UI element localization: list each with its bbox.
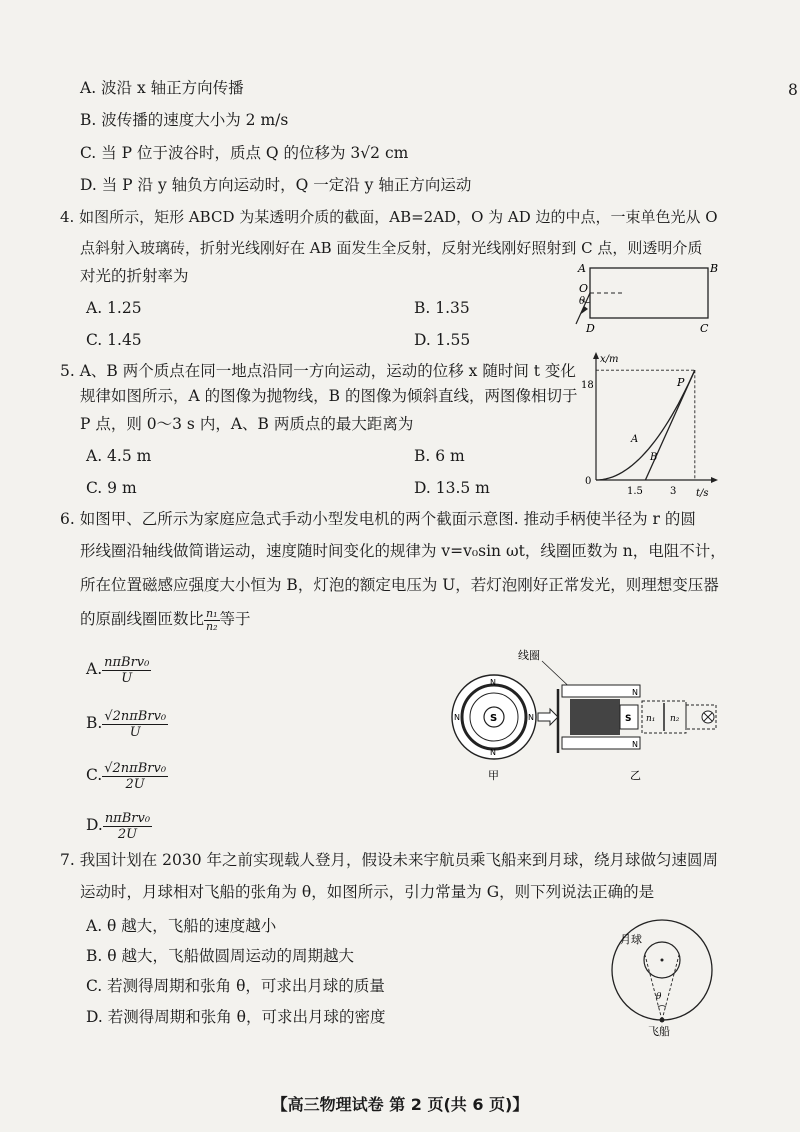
q5-stem-line1: 5. A、B 两个质点在同一地点沿同一方向运动，运动的位移 x 随时间 t 变化 (60, 362, 576, 380)
curve-B-label: B (650, 452, 658, 463)
q4-option-b: B. 1.35 (414, 299, 470, 317)
q5-option-c: C. 9 m (86, 479, 137, 497)
q6-option-b (86, 706, 168, 740)
q6-stem-line2: 形线圈沿轴线做简谐运动，速度随时间变化的规律为 v=v₀sin ωt，线圈匝数为 n，电阻不计， (80, 542, 726, 560)
center-S-label: S (625, 714, 632, 724)
y-axis-label: x/m (600, 354, 619, 365)
tick-y-18: 18 (581, 380, 594, 391)
edge-page-number: 8 (788, 81, 798, 99)
option-a-num: nπBrv₀ (104, 654, 150, 670)
option-c-fraction (102, 761, 168, 792)
x-axis-arrow-icon (711, 477, 718, 483)
point-P-label: P (677, 376, 685, 389)
q4-option-a: A. 1.25 (86, 299, 142, 317)
outer-N-top: N (490, 678, 496, 687)
magnet-top (562, 685, 640, 697)
label-yi: 乙 (630, 769, 641, 782)
ratio-num: n₁ (206, 606, 218, 620)
q7-stem-line1: 7. 我国计划在 2030 年之前实现载人登月，假设未来宇航员乘飞船来到月球，绕月球做匀速圆周 (60, 851, 719, 869)
tick-x-1.5: 1.5 (627, 486, 643, 497)
q7-option-d: D. 若测得周期和张角 θ，可求出月球的密度 (86, 1008, 386, 1026)
q6-option-d (86, 808, 152, 842)
label-D: D (586, 322, 595, 335)
page-footer: 【高三物理试卷 第 2 页(共 6 页)】 (271, 1095, 529, 1114)
option-c-label: C. (86, 766, 103, 784)
yi-N-top: N (632, 688, 638, 697)
angle-arc (658, 1006, 666, 1008)
q5-option-a: A. 4.5 m (86, 447, 152, 465)
option-b-num: √2nπBrv₀ (104, 708, 167, 724)
label-C: C (700, 322, 709, 335)
q6-option-a (86, 652, 151, 686)
label-theta: θ (579, 296, 586, 307)
outer-N-left: N (454, 713, 460, 722)
option-c-num: √2nπBrv₀ (104, 760, 167, 776)
figure-jia (452, 675, 536, 782)
option-a-label: A. (86, 660, 103, 678)
option-d-label: D. (86, 816, 103, 834)
q4-prism-figure (572, 258, 722, 338)
push-arrow-icon (538, 709, 558, 725)
origin-label: 0 (585, 476, 592, 487)
q3-option-c: C. 当 P 位于波谷时，质点 Q 的位移为 3√2 cm (80, 144, 409, 162)
inner-S-label: S (490, 713, 498, 724)
q3-option-b: B. 波传播的速度大小为 2 m/s (80, 111, 289, 129)
q3-option-a: A. 波沿 x 轴正方向传播 (80, 79, 244, 97)
q5-xt-graph (580, 350, 720, 500)
q6-stem-line3: 所在位置磁感应强度大小恒为 B，灯泡的额定电压为 U，若灯泡刚好正常发光，则理想变压器 (80, 576, 719, 594)
x-axis-label: t/s (696, 488, 709, 499)
turns-ratio-fraction (204, 608, 220, 633)
tangent-right (662, 955, 679, 1020)
label-jia: 甲 (488, 769, 499, 782)
option-a-fraction (102, 655, 151, 686)
q5-option-d: D. 13.5 m (414, 479, 490, 497)
option-d-fraction (103, 811, 152, 842)
label-A: A (578, 262, 586, 275)
option-b-label: B. (86, 714, 103, 732)
q5-stem-line3: P 点，则 0～3 s 内，A、B 两质点的最大距离为 (80, 415, 414, 433)
yi-N-bottom: N (632, 740, 638, 749)
q5-option-b: B. 6 m (414, 447, 465, 465)
option-c-den: 2U (125, 776, 145, 792)
tick-x-3: 3 (670, 486, 677, 497)
q4-stem-line3: 对光的折射率为 (80, 267, 189, 285)
tangent-left (645, 955, 662, 1020)
curve-A-label: A (631, 434, 639, 445)
q7-option-b: B. θ 越大，飞船做圆周运动的周期越大 (86, 947, 355, 965)
q6-stem-line4 (80, 604, 251, 634)
q4-option-c: C. 1.45 (86, 331, 142, 349)
y-axis-arrow-icon (593, 352, 599, 359)
n2-label: n₂ (670, 714, 680, 724)
option-b-den: U (129, 724, 141, 740)
series-B-line (645, 370, 694, 480)
q6-generator-figure (450, 645, 730, 785)
magnet-bottom (562, 737, 640, 749)
q7-option-a: A. θ 越大，飞船的速度越小 (86, 917, 277, 935)
q6-line4-post: 等于 (219, 610, 251, 628)
q7-stem-line2: 运动时，月球相对飞船的张角为 θ，如图所示，引力常量为 G，则下列说法正确的是 (80, 883, 655, 901)
q7-option-c: C. 若测得周期和张角 θ，可求出月球的质量 (86, 977, 385, 995)
outer-N-bottom: N (490, 748, 496, 757)
theta-label: θ (656, 992, 662, 1002)
n1-label: n₁ (646, 714, 656, 724)
q3-option-d: D. 当 P 沿 y 轴负方向运动时，Q 一定沿 y 轴正方向运动 (80, 176, 472, 194)
option-a-den: U (121, 670, 133, 686)
label-coil: 线圈 (518, 649, 540, 662)
coil-body (570, 699, 620, 735)
spacecraft-dot (660, 1018, 665, 1023)
label-O: O (579, 282, 589, 295)
q4-stem-line1: 4. 如图所示，矩形 ABCD 为某透明介质的截面，AB=2AD，O 为 AD 边的中点，一束单色光从 O (60, 208, 718, 226)
option-d-num: nπBrv₀ (104, 810, 151, 826)
moon-center-dot (661, 959, 664, 962)
q4-stem-line2: 点斜射入玻璃砖，折射光线刚好在 AB 面发生全反射，反射光线刚好照射到 C 点，则透明介质 (80, 239, 703, 257)
q6-line4-pre: 的原副线圈匝数比 (80, 610, 205, 628)
q6-stem-line1: 6. 如图甲、乙所示为家庭应急式手动小型发电机的两个截面示意图. 推动手柄使半径为 r 的圆 (60, 510, 696, 528)
ship-label: 飞船 (648, 1025, 670, 1038)
outer-N-right: N (528, 713, 534, 722)
q5-stem-line2: 规律如图所示，A 的图像为抛物线，B 的图像为倾斜直线，两图像相切于 (80, 387, 578, 405)
option-d-den: 2U (117, 826, 138, 842)
moon-label: 月球 (620, 933, 642, 946)
q6-option-c (86, 758, 168, 792)
q7-orbit-figure (600, 915, 720, 1040)
ratio-den: n₂ (206, 619, 218, 633)
label-B: B (710, 262, 719, 275)
option-b-fraction (102, 709, 168, 740)
q4-option-d: D. 1.55 (414, 331, 471, 349)
